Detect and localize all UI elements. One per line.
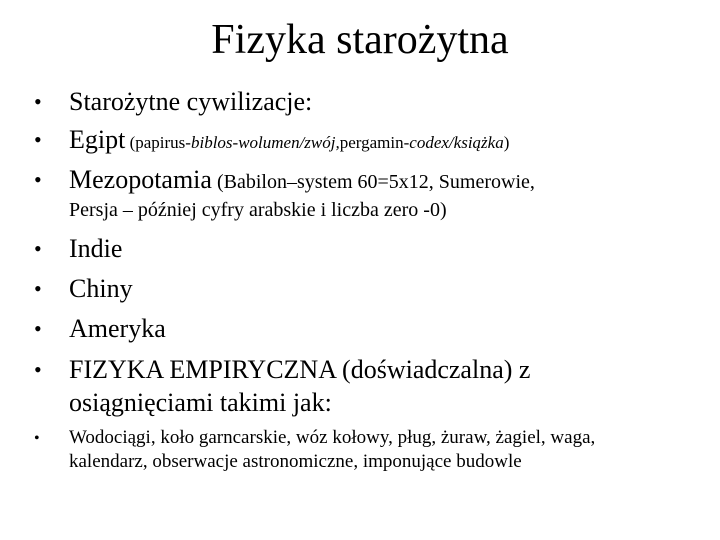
bullet-text: Mezopotamia [69, 165, 212, 194]
bullet-marker: • [34, 236, 42, 261]
bullet-note: ) [503, 133, 510, 152]
bullet-line [69, 164, 689, 195]
bullet-text: Indie [69, 234, 123, 263]
bullet-marker: • [34, 89, 42, 114]
bullet-note-italic: biblos-wolumen/zwój, [190, 133, 340, 152]
bullet-line [69, 124, 689, 155]
bullet-text: Wodociągi, koło garncarskie, wóz kołowy, pług, żuraw, żagiel, waga, [69, 427, 596, 448]
bullet-marker: • [34, 316, 42, 341]
slide-title: Fizyka starożytna [211, 17, 509, 63]
bullet-text: Ameryka [69, 314, 166, 343]
bullet-marker: • [34, 276, 42, 301]
bullet-text-line2: kalendarz, obserwacje astronomiczne, imponujące budowle [69, 451, 522, 472]
bullet-text-line2: osiągnięciami takimi jak: [69, 388, 332, 417]
bullet-text: Egipt [69, 125, 126, 154]
bullet-text: Starożytne cywilizacje: [69, 87, 313, 116]
bullet-marker: • [34, 430, 40, 447]
bullet-marker: • [34, 127, 42, 152]
bullet-note: pergamin- [339, 133, 410, 152]
bullet-text: Chiny [69, 274, 133, 303]
bullet-note: (papirus- [125, 133, 191, 152]
bullet-text: FIZYKA EMPIRYCZNA (doświadczalna) z [69, 355, 531, 384]
bullet-marker: • [34, 167, 42, 192]
bullet-note: (Babilon–system 60=5x12, Sumerowie, [211, 171, 535, 193]
bullet-note-line2: Persja – później cyfry arabskie i liczba zero -0) [69, 199, 447, 221]
bullet-note-italic: codex/książka [409, 133, 504, 152]
bullet-marker: • [34, 357, 42, 382]
